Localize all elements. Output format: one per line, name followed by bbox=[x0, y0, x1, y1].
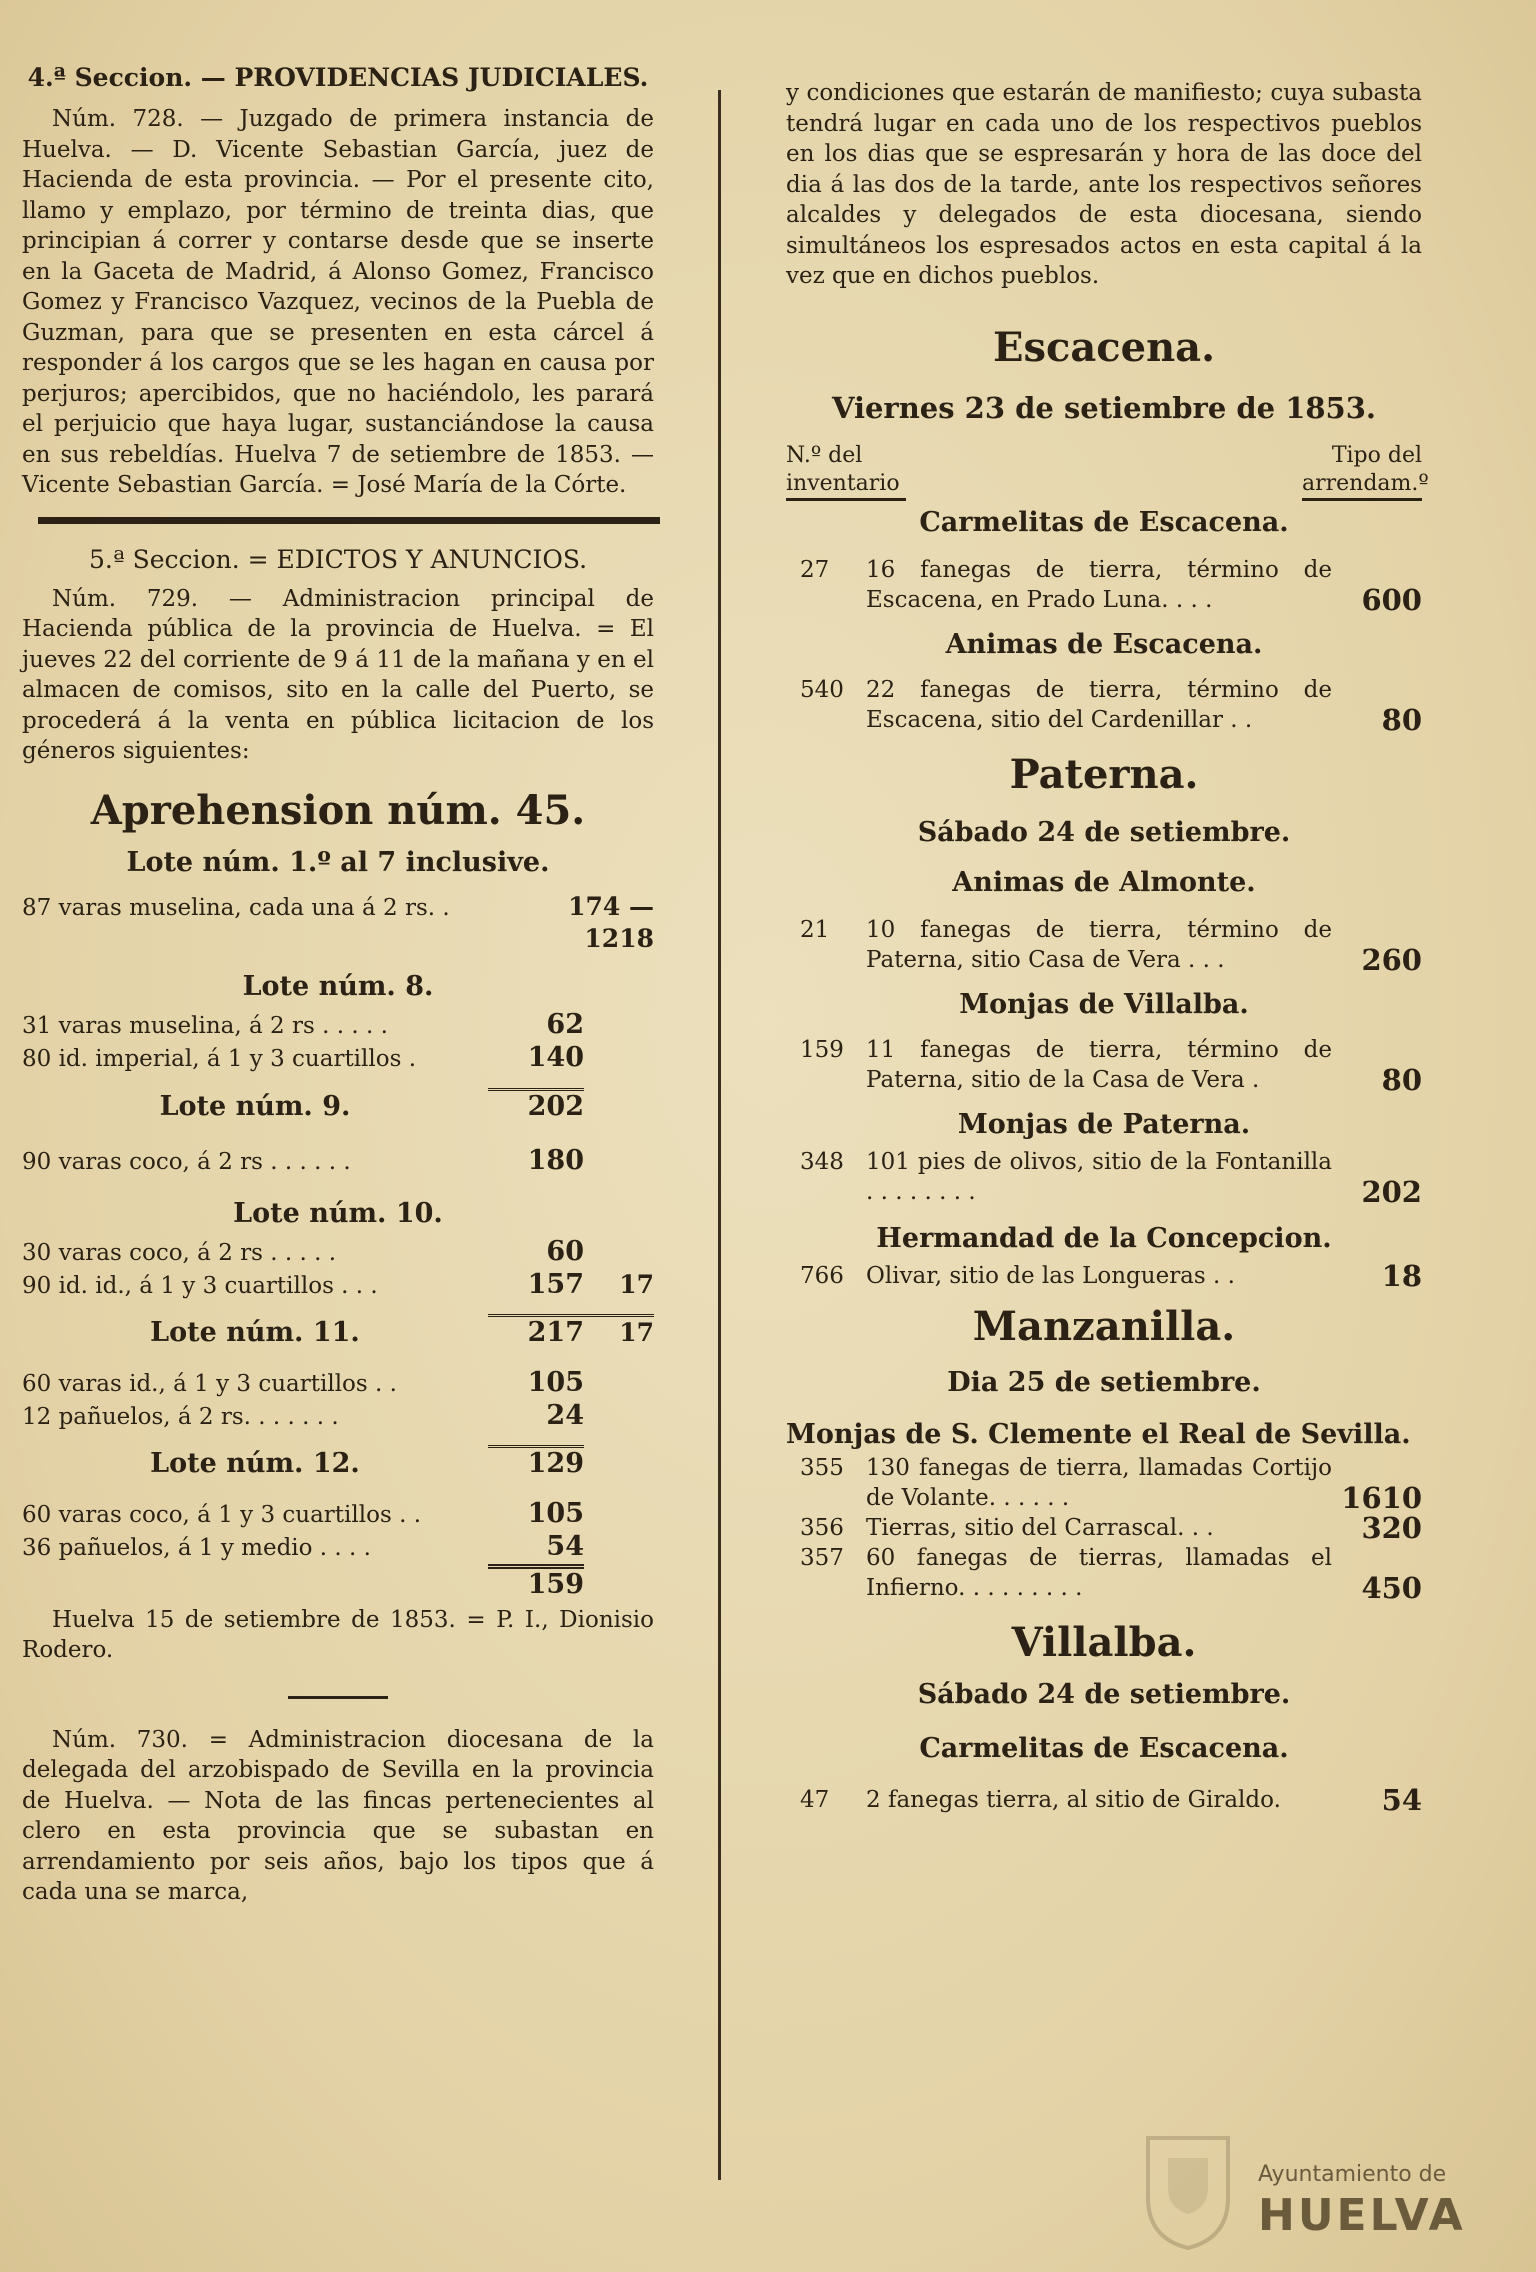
aprehension-title: Aprehension núm. 45. bbox=[90, 786, 586, 834]
lote9-total: 202 bbox=[488, 1088, 584, 1123]
villalba-title: Villalba. bbox=[1011, 1618, 1197, 1666]
table-row: 60 varas coco, á 1 y 3 cuartillos . . 105 bbox=[22, 1497, 584, 1529]
table-row: 80 id. imperial, á 1 y 3 cuartillos . 140 bbox=[22, 1041, 584, 1073]
table-row: 30 varas coco, á 2 rs . . . . . 60 bbox=[22, 1235, 584, 1267]
list-item: 766 Olivar, sitio de las Longueras . . 18 bbox=[800, 1258, 1422, 1293]
list-item: 159 11 fanegas de tierra, término de Paterna, sitio de la Casa de Vera . 80 bbox=[800, 1036, 1422, 1097]
list-item: 355 130 fanegas de tierra, llamadas Cortijo de Volante. . . . . . 1610 bbox=[800, 1454, 1422, 1515]
left-column bbox=[22, 62, 654, 1908]
col-inventario: N.º del inventario bbox=[786, 442, 906, 501]
col-tipo: Tipo del arrendam.º bbox=[1302, 442, 1422, 501]
table-row: 90 id. id., á 1 y 3 cuartillos . . . 157 17 bbox=[22, 1268, 654, 1300]
notice-730-continuation: y condiciones que estarán de manifiesto; cuya subasta tendrá lugar en cada uno de los respectivos pueblos en los dias que se espresarán y hora de las doce del dia á las dos de la tarde, ante los respectivos señores alcaldes y delegados de esta diocesana, siendo simultáneos los espresados actos en esta capital á la vez que en dichos pueblos. bbox=[786, 80, 1422, 289]
section5-heading: 5.ª Seccion. = EDICTOS Y ANUNCIOS. bbox=[88, 544, 588, 574]
list-item: 348 101 pies de olivos, sitio de la Fontanilla . . . . . . . . 202 bbox=[800, 1148, 1422, 1209]
lote10-title: Lote núm. 10. bbox=[233, 1197, 443, 1229]
manzanilla-date: Dia 25 de setiembre. bbox=[947, 1366, 1261, 1398]
short-divider bbox=[288, 1696, 388, 1699]
lote8-title: Lote núm. 8. bbox=[242, 970, 434, 1002]
table-row: 60 varas id., á 1 y 3 cuartillos . . 105 bbox=[22, 1366, 584, 1398]
escacena-date: Viernes 23 de setiembre de 1853. bbox=[831, 390, 1377, 425]
watermark-line2: HUELVA bbox=[1258, 2190, 1466, 2241]
column-rule bbox=[718, 90, 721, 2180]
list-item: 21 10 fanegas de tierra, término de Paterna, sitio Casa de Vera . . . 260 bbox=[800, 916, 1422, 977]
group-title: Monjas de Paterna. bbox=[957, 1108, 1251, 1140]
lote11-total: 217 bbox=[488, 1314, 584, 1349]
group-title: Carmelitas de Escacena. bbox=[919, 1732, 1289, 1764]
notice-730: Núm. 730. = Administracion diocesana de la delegada del arzobispado de Sevilla en la provincia de Huelva. — Nota de las fincas pertenecientes al clero en esta provincia que se subastan en arrendamiento por seis años, bajo los tipos que á cada una se marca, bbox=[22, 1726, 654, 1905]
paterna-date: Sábado 24 de setiembre. bbox=[917, 816, 1291, 848]
signature-729: Huelva 15 de setiembre de 1853. = P. I., Dionisio Rodero. bbox=[22, 1606, 654, 1663]
list-item: 47 2 fanegas tierra, al sitio de Giraldo. 54 bbox=[800, 1782, 1422, 1817]
manzanilla-title: Manzanilla. bbox=[972, 1302, 1236, 1350]
lote12-title: Lote núm. 12. bbox=[150, 1447, 360, 1479]
group-title: Monjas de Villalba. bbox=[959, 988, 1249, 1020]
section4-heading: 4.ª Seccion. — PROVIDENCIAS JUDICIALES. bbox=[27, 63, 649, 92]
right-column bbox=[786, 78, 1429, 1817]
lote9-title: Lote núm. 9. bbox=[159, 1090, 351, 1122]
lote1-title: Lote núm. 1.º al 7 inclusive. bbox=[126, 846, 550, 878]
table-row: 12 pañuelos, á 2 rs. . . . . . . 24 bbox=[22, 1399, 584, 1431]
villalba-date: Sábado 24 de setiembre. bbox=[917, 1678, 1291, 1710]
lote12-heading-row bbox=[22, 1445, 654, 1480]
lote9-heading-row bbox=[22, 1085, 654, 1129]
list-item: 540 22 fanegas de tierra, término de Escacena, sitio del Cardenillar . . 80 bbox=[800, 676, 1422, 737]
table-row: 31 varas muselina, á 2 rs . . . . . 62 bbox=[22, 1008, 584, 1040]
final-total: 159 bbox=[488, 1564, 584, 1601]
group-title: Carmelitas de Escacena. bbox=[919, 506, 1289, 538]
lote11-title: Lote núm. 11. bbox=[150, 1316, 360, 1348]
group-title: Hermandad de la Concepcion. bbox=[876, 1222, 1332, 1254]
group-title: Animas de Almonte. bbox=[952, 866, 1256, 898]
list-item: 357 60 fanegas de tierras, llamadas el Infierno. . . . . . . . . 450 bbox=[800, 1544, 1422, 1605]
table-row: 36 pañuelos, á 1 y medio . . . . 54 bbox=[22, 1530, 584, 1562]
paterna-title: Paterna. bbox=[1009, 750, 1199, 798]
lote12-total: 129 bbox=[488, 1445, 584, 1480]
section-divider bbox=[38, 517, 660, 524]
list-item: 356 Tierras, sitio del Carrascal. . . 320 bbox=[800, 1510, 1422, 1545]
lote11-heading-row: Lote núm. 11. 217 17 bbox=[22, 1314, 654, 1349]
table-row: 87 varas muselina, cada una á 2 rs. . 174 — 1218 bbox=[22, 891, 654, 953]
table-row: 90 varas coco, á 2 rs . . . . . . 180 bbox=[22, 1144, 584, 1176]
notice-728: Núm. 728. — Juzgado de primera instancia de Huelva. — D. Vicente Sebastian García, juez de Hacienda de esta provincia. — Por el presente cito, llamo y emplazo, por término de treinta dias, que principian á correr y contarse desde que se inserte en la Gaceta de Madrid, á Alonso Gomez, Francisco Gomez y Francisco Vazquez, vecinos de la Puebla de Guzman, para que se presenten en esta cárcel á responder á los cargos que se les hagan en causa por perjuros; apercibidos, que no haciéndolo, les parará el perjuicio que haya lugar, sustanciándose la causa en sus rebeldías. Huelva 7 de setiembre de 1853. — Vicente Sebastian García. = José María de la Córte. bbox=[22, 106, 654, 498]
group-title: Monjas de S. Clemente el Real de Sevilla. bbox=[786, 1418, 1411, 1450]
notice-729: Núm. 729. — Administracion principal de Hacienda pública de la provincia de Huelva. = El jueves 22 del corriente de 9 á 11 de la mañana y en el almacen de comisos, sito en la calle del Puerto, se procederá á la venta en pública licitacion de los géneros siguientes: bbox=[22, 585, 654, 764]
watermark-line1: Ayuntamiento de bbox=[1258, 2162, 1447, 2187]
list-item: 27 16 fanegas de tierra, término de Escacena, en Prado Luna. . . . 600 bbox=[800, 556, 1422, 617]
escacena-title: Escacena. bbox=[992, 323, 1215, 371]
final-total-row bbox=[22, 1564, 654, 1601]
column-headers bbox=[786, 442, 1429, 501]
group-title: Animas de Escacena. bbox=[945, 628, 1263, 660]
